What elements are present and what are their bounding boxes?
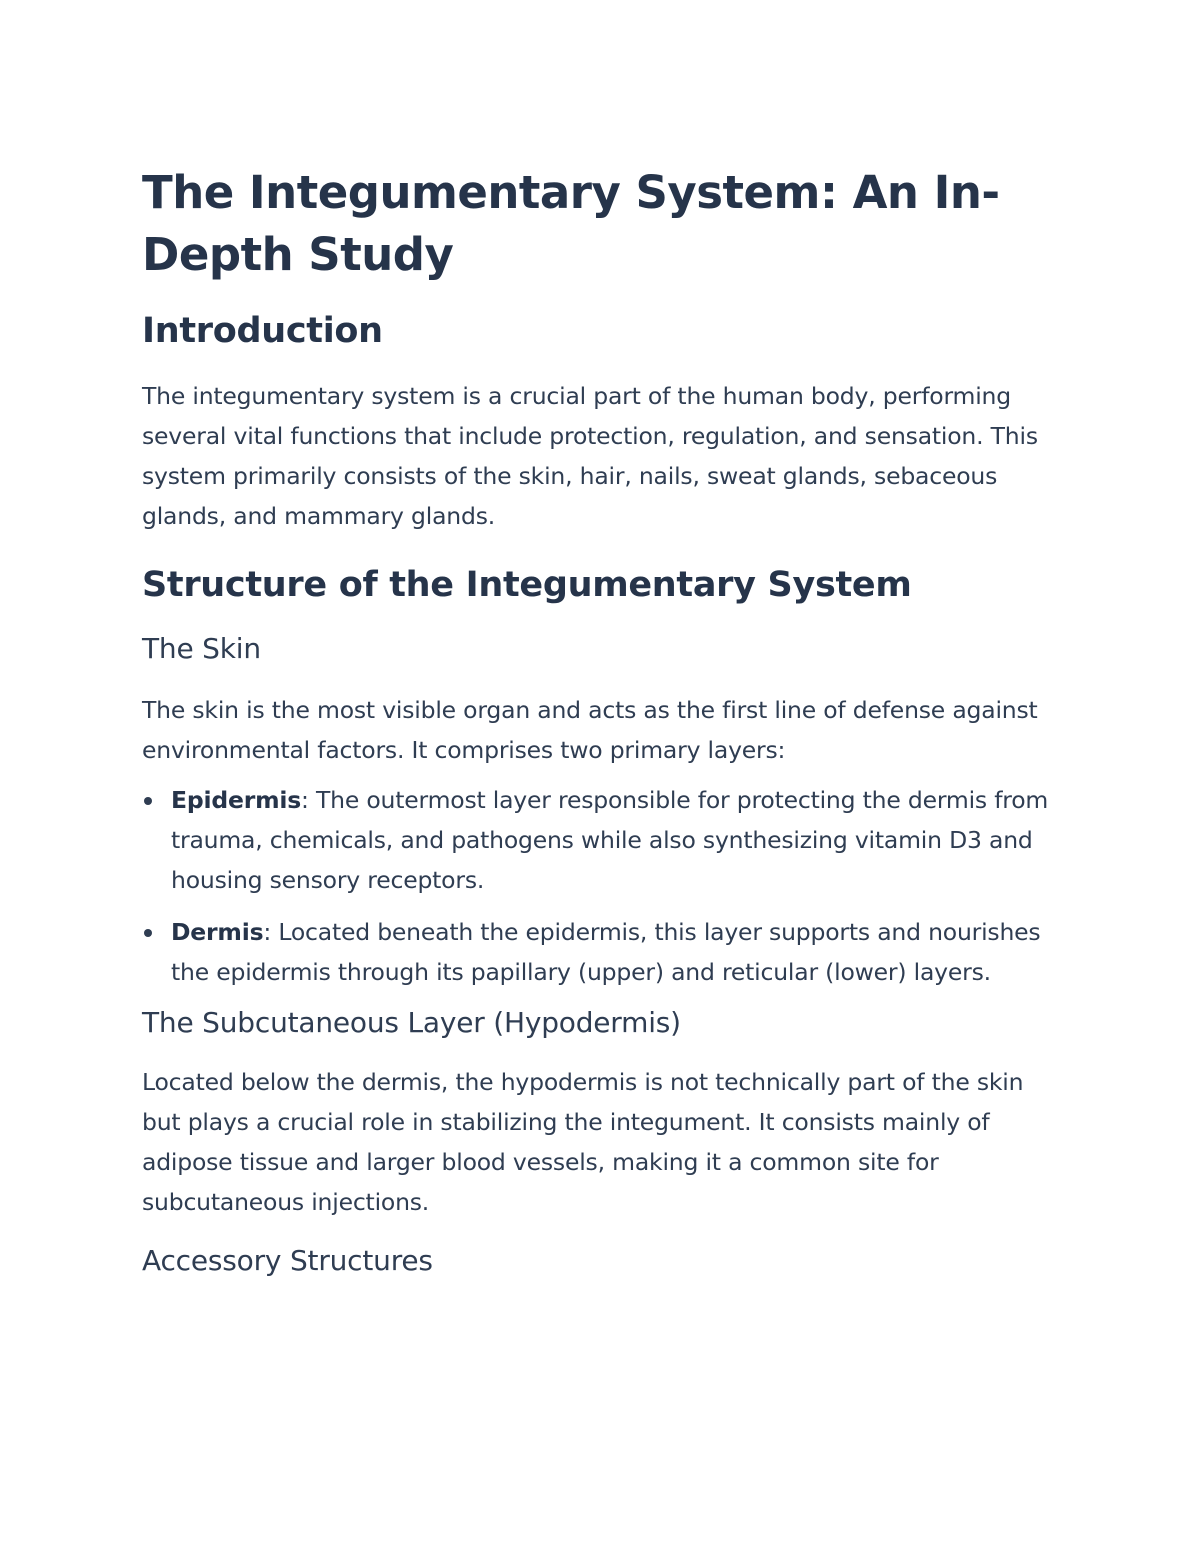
structure-heading: Structure of the Integumentary System <box>142 565 912 605</box>
hypodermis-heading: The Subcutaneous Layer (Hypodermis) <box>142 1006 681 1039</box>
hypodermis-paragraph: Located below the dermis, the hypodermis is not technically part of the skin but plays a crucial role in stabilizing the integument. It consists mainly of adipose tissue and larger blood vessels, making it a common site for subcutaneous injections. <box>142 1068 1024 1216</box>
page-title: The Integumentary System: An In-Depth Study <box>142 166 1000 281</box>
bullet-icon <box>144 929 152 937</box>
list-item-dermis <box>171 912 1062 992</box>
bullet-icon <box>144 797 152 805</box>
dermis-term: Dermis <box>171 918 264 946</box>
document-page <box>142 162 1062 1280</box>
skin-paragraph: The skin is the most visible organ and acts as the first line of defense against environmental factors. It comprises two primary layers: <box>142 696 1038 764</box>
epidermis-description: : The outermost layer responsible for protecting the dermis from trauma, chemicals, and pathogens while also synthesizing vitamin D3 and housing sensory receptors. <box>171 786 1049 894</box>
list-item-epidermis <box>171 780 1062 900</box>
skin-heading: The Skin <box>142 632 261 665</box>
introduction-heading: Introduction <box>142 311 383 351</box>
dermis-description: : Located beneath the epidermis, this layer supports and nourishes the epidermis through its papillary (upper) and reticular (lower) layers. <box>171 918 1041 986</box>
introduction-paragraph: The integumentary system is a crucial part of the human body, performing several vital functions that include protection, regulation, and sensation. This system primarily consists of the skin, hair, nails, sweat glands, sebaceous glands, and mammary glands. <box>142 382 1038 530</box>
accessory-structures-heading: Accessory Structures <box>142 1244 433 1277</box>
skin-layers-list <box>142 780 1062 992</box>
epidermis-term: Epidermis <box>171 786 302 814</box>
